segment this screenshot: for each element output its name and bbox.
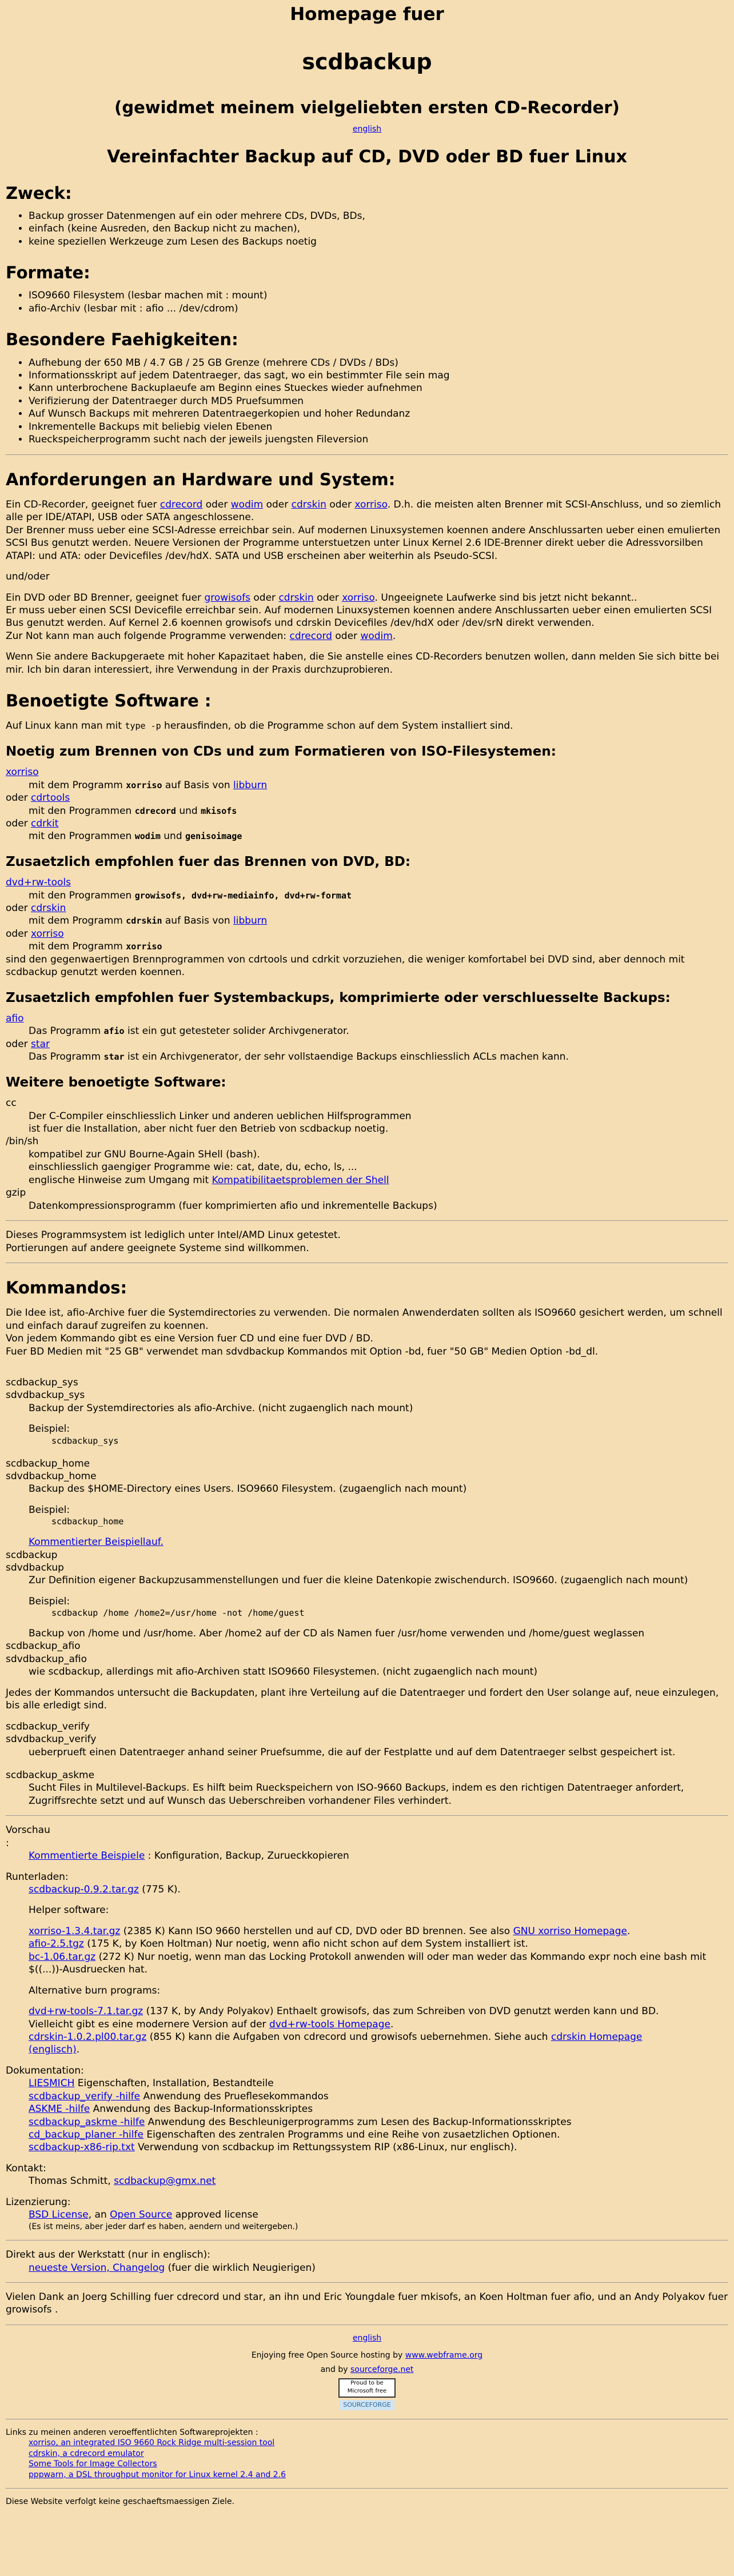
doc-scdbackup-askme-hilfe-link[interactable]: scdbackup_askme -hilfe xyxy=(29,2116,145,2128)
cdrskin-homepage-link[interactable]: cdrskin Homepage xyxy=(550,2031,643,2043)
doc-liesmich-link[interactable]: LIESMICH xyxy=(29,2078,75,2090)
no-commercial-note: Diese Website verfolgt keine geschaeftsmaessigen Ziele. xyxy=(6,2497,235,2507)
dvd-heading: Zusaetzlich empfohlen fuer das Brennen von DVD, BD: xyxy=(6,854,411,869)
werkstatt-section: Direkt aus der Werkstatt (nur in englisch): neueste Version, Changelog (fuer die wirklich Neugierigen) xyxy=(6,2249,316,2274)
wodim-link[interactable]: wodim xyxy=(230,498,264,510)
system-list: afio Das Programm afio ist ein gut getesteter solider Archivgenerator. oder star Das Programm star ist ein Archivgenerator, der sehr vollstaendige Backups einschliesslich ACLs machen kann. xyxy=(6,1013,569,1063)
project-pppwarn-link[interactable]: pppwarn, a DSL throughput monitor for Linux kernel 2.4 and 2.6 xyxy=(29,2470,286,2479)
brennen-heading: Noetig zum Brennen von CDs und zum Formatieren von ISO-Filesystemen: xyxy=(6,744,556,759)
divider xyxy=(6,1220,728,1221)
hardware-paragraph-3: Wenn Sie andere Backupgeraete mit hoher Kapazitaet haben, die Sie anstelle eines CD-Recorders benutzen wollen, dann melden Sie sich bitte bei mir. Ich bin daran interessiert, ihre Verwendung in der Praxis durchzuprobieren. xyxy=(6,651,720,676)
english-link-footer[interactable]: english xyxy=(352,2333,382,2343)
zweck-heading: Zweck: xyxy=(6,183,72,203)
dank-text: Vielen Dank an Joerg Schilling fuer cdrecord und star, an ihn und Eric Youngdale fuer mkisofs, an Koen Holtman fuer afio, und an Andy Polyakov fuer growisofs . xyxy=(6,2291,728,2316)
afio-link[interactable]: afio xyxy=(6,1013,24,1025)
xorriso-link[interactable]: xorriso xyxy=(354,498,388,510)
hardware-paragraph-2: Ein DVD oder BD Brenner, geeignet fuer growisofs oder cdrskin oder xorriso. Ungeeignete Laufwerke sind bis jetzt nicht bekannt.. Er muss ueber einen SCSI Devicefile erreichbar sein. Auf modernen Linuxsystemen koennen andere Anschlussarten ueber einen emulierten SCSI Bus genutzt werden. Auf Kernel 2.6 koennen growisofs und cdrskin Devicefiles /dev/hdX oder /dev/srN direkt verwenden. Zur Not kann man auch folgende Programme verwenden: cdrecord oder wodim. xyxy=(6,592,712,642)
kommentierter-beispiellauf-link[interactable]: Kommentierter Beispiellauf. xyxy=(29,1536,163,1548)
hardware-undoder: und/oder xyxy=(6,571,50,583)
hardware-paragraph-1: Ein CD-Recorder, geeignet fuer cdrecord oder wodim oder cdrskin oder xorriso. D.h. die meisten alten Brenner mit SCSI-Anschluss, und so ziemlich alle per IDE/ATAPI, USB oder SATA angeschlossene. Der Brenner muss ueber eine SCSI-Adresse erreichbar sein. Auf modernen Linuxsystemen koennen andere Anschlussarten ueber einen emulierten SCSI Bus genutzt werden. Neuere Versionen der Programme unterstuetzen unter Linux Kernel 2.6 IDE-Brenner direkt ueber die Adressvorsilben ATAPI: und ATA: oder Devicefiles /dev/hdX. SATA und USB erscheinen aber weiterhin als Pseudo-SCSI. xyxy=(6,498,721,562)
cdrtools-link[interactable]: cdrtools xyxy=(31,792,70,804)
formate-list xyxy=(6,289,728,315)
list-item: • Inkrementelle Backups mit beliebig vielen Ebenen xyxy=(29,421,728,433)
tagline: Vereinfachter Backup auf CD, DVD oder BD fuer Linux xyxy=(107,146,627,167)
wodim-link[interactable]: wodim xyxy=(360,630,393,642)
doc-verify-hilfe-link[interactable]: scdbackup_verify -hilfe xyxy=(29,2090,141,2102)
cmd-afio: scdbackup_afio sdvdbackup_afio wie scdbackup, allerdings mit afio-Archiven statt ISO9660 Filesystemen. (nicht zugaenglich nach mount) xyxy=(6,1640,538,1678)
download-afio-link[interactable]: afio-2.5.tgz xyxy=(29,1938,84,1950)
divider xyxy=(6,2282,728,2283)
email-link[interactable]: scdbackup@gmx.net xyxy=(114,2175,216,2187)
weitere-heading: Weitere benoetigte Software: xyxy=(6,1075,226,1090)
dvd-list: dvd+rw-tools mit den Programmen growisofs, dvd+rw-mediainfo, dvd+rw-format oder cdrskin mit dem Programm cdrskin auf Basis von libburn oder xorriso mit dem Programm xorriso sind den gegenwaertigen Brennprogrammen von cdrtools und cdrkit vorzuziehen, die weniger komfortabel bei DVD sind, aber dennoch mit scdbackup genutzt werden koennen. xyxy=(6,877,685,979)
shell-compat-link[interactable]: Kompatibilitaetsproblemen der Shell xyxy=(212,1174,389,1186)
hardware-heading: Anforderungen an Hardware und System: xyxy=(6,469,396,489)
webframe-link[interactable]: www.webframe.org xyxy=(405,2351,483,2361)
list-item: • Auf Wunsch Backups mit mehreren Datentraegerkopien und hoher Redundanz xyxy=(29,408,728,420)
xorriso-link[interactable]: xorriso xyxy=(31,928,64,940)
microsoft-free-badge[interactable]: Proud to be Microsoft free xyxy=(338,2378,396,2398)
list-item: • ISO9660 Filesystem (lesbar machen mit : mount) xyxy=(29,289,728,302)
cdrecord-link[interactable]: cdrecord xyxy=(289,630,332,642)
cdrskin-englisch-link[interactable]: (englisch) xyxy=(29,2044,77,2056)
brennen-list: xorriso mit dem Programm xorriso auf Basis von libburn oder cdrtools mit den Programmen cdrecord und mkisofs oder cdrkit mit den Programmen wodim und genisoimage xyxy=(6,766,268,842)
list-item: • Informationsskript auf jedem Datentraeger, das sagt, wo ein bestimmter File sein mag xyxy=(29,369,728,382)
project-image-tools-link[interactable]: Some Tools for Image Collectors xyxy=(29,2459,157,2469)
list-item: • keine speziellen Werkzeuge zum Lesen des Backups noetig xyxy=(29,235,728,248)
libburn-link[interactable]: libburn xyxy=(233,915,268,927)
list-item: • Verifizierung der Datentraeger durch MD5 Pruefsummen xyxy=(29,395,728,408)
dvd-rw-tools-homepage-link[interactable]: dvd+rw-tools Homepage xyxy=(269,2018,390,2030)
project-xorriso-link[interactable]: xorriso, an integrated ISO 9660 Rock Ridge multi-session tool xyxy=(29,2438,275,2448)
list-item: • Backup grosser Datenmengen auf ein oder mehrere CDs, DVDs, BDs, xyxy=(29,210,728,222)
doc-askme-hilfe-link[interactable]: ASKME -hilfe xyxy=(29,2103,90,2115)
project-cdrskin-link[interactable]: cdrskin, a cdrecord emulator xyxy=(29,2449,144,2458)
star-link[interactable]: star xyxy=(31,1038,50,1050)
doc-rip-link[interactable]: scdbackup-x86-rip.txt xyxy=(29,2142,135,2154)
formate-heading: Formate: xyxy=(6,263,90,283)
system-heading: Zusaetzlich empfohlen fuer Systembackups, komprimierte oder verschluesselte Backups: xyxy=(6,990,671,1005)
download-scdbackup-link[interactable]: scdbackup-0.9.2.tar.gz xyxy=(29,1884,139,1896)
kommandos-heading: Kommandos: xyxy=(6,1277,127,1297)
cmd-askme: scdbackup_askme Sucht Files in Multilevel-Backups. Es hilft beim Rueckspeichern von ISO-9660 Backups, indem es den richtigen Datentraeger anfordert, Zugriffsrechte setzt und auf Wunsch das Ueberschreiben vorhandener Files verhindert. xyxy=(6,1769,684,1807)
page-title-line1: Homepage fuer xyxy=(290,4,444,25)
cmd-scdbackup: scdbackup sdvdbackup Zur Definition eigener Backupzusammenstellungen und fuer die kleine Datenkopie zwischendurch. ISO9660. (zugaenglich nach mount) Beispiel: scdbackup /home /home2=/usr/home -not /home/guest Backup von /home und /usr/home. Aber /home2 auf der CD als Namen fuer /usr/home verwenden und /home/guest weglassen xyxy=(6,1549,688,1640)
cdrskin-link[interactable]: cdrskin xyxy=(278,592,314,604)
intel-note: Dieses Programmsystem ist lediglich unter Intel/AMD Linux getestet. Portierungen auf andere geeignete Systeme sind willkommen. xyxy=(6,1229,341,1254)
list-item: • afio-Archiv (lesbar mit : afio ... /dev/cdrom) xyxy=(29,302,728,315)
dvd-rw-tools-link[interactable]: dvd+rw-tools xyxy=(6,877,71,889)
footer: english Enjoying free Open Source hosting by www.webframe.org and by sourceforge.net Proud to be Microsoft free SOURCEFORGE xyxy=(6,2333,728,2411)
zweck-list xyxy=(6,210,728,248)
growisofs-link[interactable]: growisofs xyxy=(204,592,250,604)
download-bc-link[interactable]: bc-1.06.tar.gz xyxy=(29,1951,96,1963)
xorriso-link[interactable]: xorriso xyxy=(6,766,39,778)
divider xyxy=(6,2488,728,2489)
bsd-license-link[interactable]: BSD License xyxy=(29,2209,89,2221)
divider xyxy=(6,1815,728,1816)
cdrskin-link[interactable]: cdrskin xyxy=(31,902,66,914)
page-title-scdbackup: scdbackup xyxy=(302,49,432,74)
list-item: • Aufhebung der 650 MB / 4.7 GB / 25 GB Grenze (mehrere CDs / DVDs / BDs) xyxy=(29,357,728,369)
list-item: • einfach (keine Ausreden, den Backup nicht zu machen), xyxy=(29,222,728,235)
cdrkit-link[interactable]: cdrkit xyxy=(31,817,59,829)
kommandos-intro: Die Idee ist, afio-Archive fuer die Systemdirectories zu verwenden. Die normalen Anwenderdaten sollten als ISO9660 gesichert werden, um schnell und einfach darauf zugreifen zu koennen. Von jedem Kommando gibt es eine Version fuer CD und eine fuer DVD / BD. Fuer BD Medien mit "25 GB" verwendet man sdvdbackup Kommandos mit Option -bd, fuer "50 GB" Medien Option -bd_dl. xyxy=(6,1307,723,1357)
list-item: • Kann unterbrochene Backuplaeufe am Beginn eines Stueckes wieder aufnehmen xyxy=(29,382,728,394)
changelog-link[interactable]: neueste Version, Changelog xyxy=(29,2262,165,2274)
page-subtitle: (gewidmet meinem vielgeliebten ersten CD-Recorder) xyxy=(114,98,620,118)
kommandos-plan: Jedes der Kommandos untersucht die Backupdaten, plant ihre Verteilung auf die Datentraeger und fordert den User solange auf, neue einzulegen, bis alle erledigt sind. xyxy=(6,1687,719,1712)
sourceforge-logo[interactable]: SOURCEFORGE xyxy=(340,2400,394,2410)
software-heading: Benoetigte Software : xyxy=(6,691,212,711)
list-item: • Rueckspeicherprogramm sucht nach der jeweils juengsten Fileversion xyxy=(29,433,728,446)
faehigkeiten-heading: Besondere Faehigkeiten: xyxy=(6,330,238,350)
faehigkeiten-list xyxy=(6,357,728,446)
cdrecord-link[interactable]: cdrecord xyxy=(159,498,203,510)
download-dvd-rw-tools-link[interactable]: dvd+rw-tools-7.1.tar.gz xyxy=(29,2006,143,2018)
divider xyxy=(6,454,728,455)
libburn-link[interactable]: libburn xyxy=(233,779,268,791)
kommentierte-beispiele-link[interactable]: Kommentierte Beispiele xyxy=(29,1850,145,1862)
gnu-xorriso-homepage-link[interactable]: GNU xorriso Homepage xyxy=(513,1925,627,1937)
cmd-home: scdbackup_home sdvdbackup_home Backup des $HOME-Directory eines Users. ISO9660 Filesystem. (zugaenglich nach mount) Beispiel: scdbackup_home Kommentierter Beispiellauf. xyxy=(6,1457,467,1548)
download-cdrskin-link[interactable]: cdrskin-1.0.2.pl00.tar.gz xyxy=(29,2031,147,2043)
english-link[interactable]: english xyxy=(352,124,382,134)
xorriso-link[interactable]: xorriso xyxy=(342,592,375,604)
doc-cd-backup-planer-link[interactable]: cd_backup_planer -hilfe xyxy=(29,2129,143,2141)
cmd-verify: scdbackup_verify sdvdbackup_verify ueberprueft einen Datentraeger anhand seiner Pruefsumme, die auf der Festplatte und auf dem Datentraeger selbst gespeichert ist. xyxy=(6,1720,676,1758)
weitere-list: cc Der C-Compiler einschliesslich Linker und anderen ueblichen Hilfsprogrammen ist fuer die Installation, aber nicht fuer den Betrieb von scdbackup noetig. /bin/sh kompatibel zur GNU Bourne-Again SHell (bash). einschliesslich gaengiger Programme wie: cat, date, du, echo, ls, ... englische Hinweise zum Umgang mit Kompatibilitaetsproblemen der Shell gzip Datenkompressionsprogramm (fuer komprimierten afio und inkrementelle Backups) xyxy=(6,1097,437,1212)
cmd-sys: scdbackup_sys sdvdbackup_sys Backup der Systemdirectories als afio-Archive. (nicht zugaenglich nach mount) Beispiel: scdbackup_sys xyxy=(6,1376,413,1446)
software-intro: Auf Linux kann man mit type -p herausfinden, ob die Programme schon auf dem System installiert sind. xyxy=(6,720,513,732)
other-projects: Links zu meinen anderen veroeffentlichten Softwareprojekten : xorriso, an integrated ISO 9660 Rock Ridge multi-session tool cdrskin, a cdrecord emulator Some Tools for Image Collectors pppwarn, a DSL throughput monitor for Linux kernel 2.4 and 2.6 xyxy=(6,2427,286,2479)
downloads-section: Vorschau : Kommentierte Beispiele : Konfiguration, Backup, Zurueckkopieren Runterladen: scdbackup-0.9.2.tar.gz (775 K). Helper software: xorriso-1.3.4.tar.gz (2385 K) Kann ISO 9660 herstellen und auf CD, DVD oder BD brennen. See also GNU xorriso Homepage. afio-2.5.tgz (175 K, by Koen Holtman) Nur noetig, wenn afio nicht schon auf dem System installiert ist. bc-1.06.tar.gz (272 K) Nur noetig, wenn man das Locking Protokoll anwenden will oder man weder das Kommando expr noch eine bash mit $((...))-Ausdruecken hat. Alternative burn programs: dvd+rw-tools-7.1.tar.gz (137 K, by Andy Polyakov) Enthaelt growisofs, das zum Schreiben von DVD genutzt werden kann und BD. Vielleicht gibt es eine modernere Version auf der dvd+rw-tools Homepage. cdrskin-1.0.2.pl00.tar.gz (855 K) kann die Aufgaben von cdrecord und growisofs uebernehmen. Siehe auch cdrskin Homepage (englisch). Dokumentation: LIESMICH Eigenschaften, Installation, Bestandteile scdbackup_verify -hilfe Anwendung des Prueflesekommandos ASKME -hilfe Anwendung des Backup-Informationsskriptes scdbackup_askme -hilfe Anwendung des Beschleunigerprogramms zum Lesen des Backup-Informationsskriptes cd_backup_planer -hilfe Eigenschaften des zentralen Programms und eine Reihe von zusaetzlichen Optionen. scdbackup-x86-rip.txt Verwendung von scdbackup im Rettungssystem RIP (x86-Linux, nur englisch). Kontakt: Thomas Schmitt, scdbackup@gmx.net Lizenzierung: BSD License, an Open Source approved license (Es ist meins, aber jeder darf es haben, aendern und weitergeben.) xyxy=(6,1824,707,2231)
download-xorriso-link[interactable]: xorriso-1.3.4.tar.gz xyxy=(29,1925,121,1937)
sourceforge-link[interactable]: sourceforge.net xyxy=(350,2365,414,2374)
open-source-link[interactable]: Open Source xyxy=(110,2209,173,2221)
cdrskin-link[interactable]: cdrskin xyxy=(291,498,326,510)
